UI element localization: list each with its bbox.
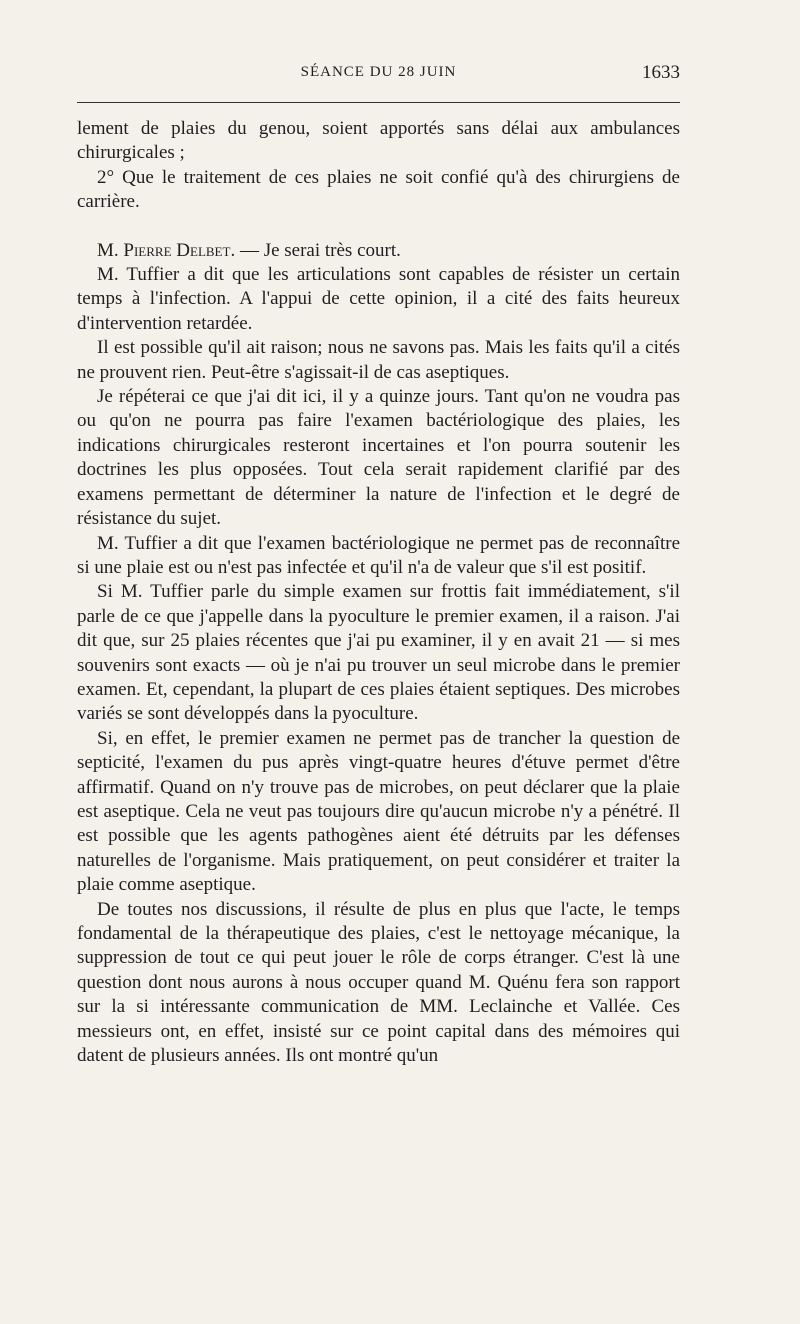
speaker-remark: . — Je serai très court. [230,239,401,261]
running-head [77,64,680,88]
paragraph: M. Tuffier a dit que les articulations sont capables de résister un certain temps à l'infection. A l'appui de cette opinion, il a cité des faits heureux d'intervention retardée. [77,264,680,334]
paragraph-resolution-2: 2° Que le traitement de ces plaies ne soit confié qu'à des chirurgiens de carrière. [77,166,680,213]
paragraph-continuation: lement de plaies du genou, soient apportés sans délai aux ambulances chirurgicales ; [77,118,680,164]
body-text [77,117,680,1068]
speaker-name: Pierre Delbet [123,239,231,261]
running-title: SÉANCE DU 28 JUIN [300,64,457,80]
paragraph: Je répéterai ce que j'ai dit ici, il y a quinze jours. Tant qu'on ne voudra pas ou qu'on ne pourra pas faire l'examen bactériologique des plaies, les indications chirurgicales resteront incertaines et l'on pourra soutenir les doctrines les plus opposées. Tout cela serait rapidement clarifié par des examens permettant de déterminer la nature de l'infection et le degré de résistance du sujet. [77,386,680,530]
paragraph: De toutes nos discussions, il résulte de plus en plus que l'acte, le temps fondamental de la thérapeutique des plaies, c'est le nettoyage mécanique, la suppression de tout ce qui peut jouer le rôle de corps étranger. C'est là une question dont nous aurons à nous occuper quand M. Quénu fera son rapport sur la si intéressante communication de MM. Leclainche et Vallée. Ces messieurs ont, en effet, insisté sur ce point capital dans des mémoires qui datent de plusieurs années. Ils ont montré qu'un [77,898,680,1067]
paragraph: Si M. Tuffier parle du simple examen sur frottis fait immédiatement, s'il parle de ce que j'appelle dans la pyoculture le premier examen, il a raison. J'ai dit que, sur 25 plaies récentes que j'ai pu examiner, il y en avait 21 — si mes souvenirs sont exacts — où je n'ai pu trouver un seul microbe dans le premier examen. Et, cependant, la plupart de ces plaies étaient septiques. Des microbes variés se sont développés dans la pyoculture. [77,581,680,725]
paragraph: M. Tuffier a dit que l'examen bactériologique ne permet pas de reconnaître si une plaie est ou n'est pas infectée et qu'il n'a de valeur que s'il est positif. [77,532,680,578]
page-number: 1633 [642,62,680,83]
header-rule [77,102,680,103]
paragraph-speaker-intro [77,239,680,263]
paragraph: Si, en effet, le premier examen ne permet pas de trancher la question de septicité, l'examen du pus après vingt-quatre heures d'étuve permet d'être affirmatif. Quand on n'y trouve pas de microbes, on peut déclarer que la plaie est aseptique. Cela ne veut pas toujours dire qu'aucun microbe n'y a pénétré. Il est possible que les agents pathogènes aient été détruits par les défenses naturelles de l'organisme. Mais pratiquement, on peut considérer et traiter la plaie comme aseptique. [77,727,680,896]
paragraph: Il est possible qu'il ait raison; nous ne savons pas. Mais les faits qu'il a cités ne prouvent rien. Peut-être s'agissait-il de cas aseptiques. [77,337,680,383]
speaker-prefix: M. [97,239,124,261]
